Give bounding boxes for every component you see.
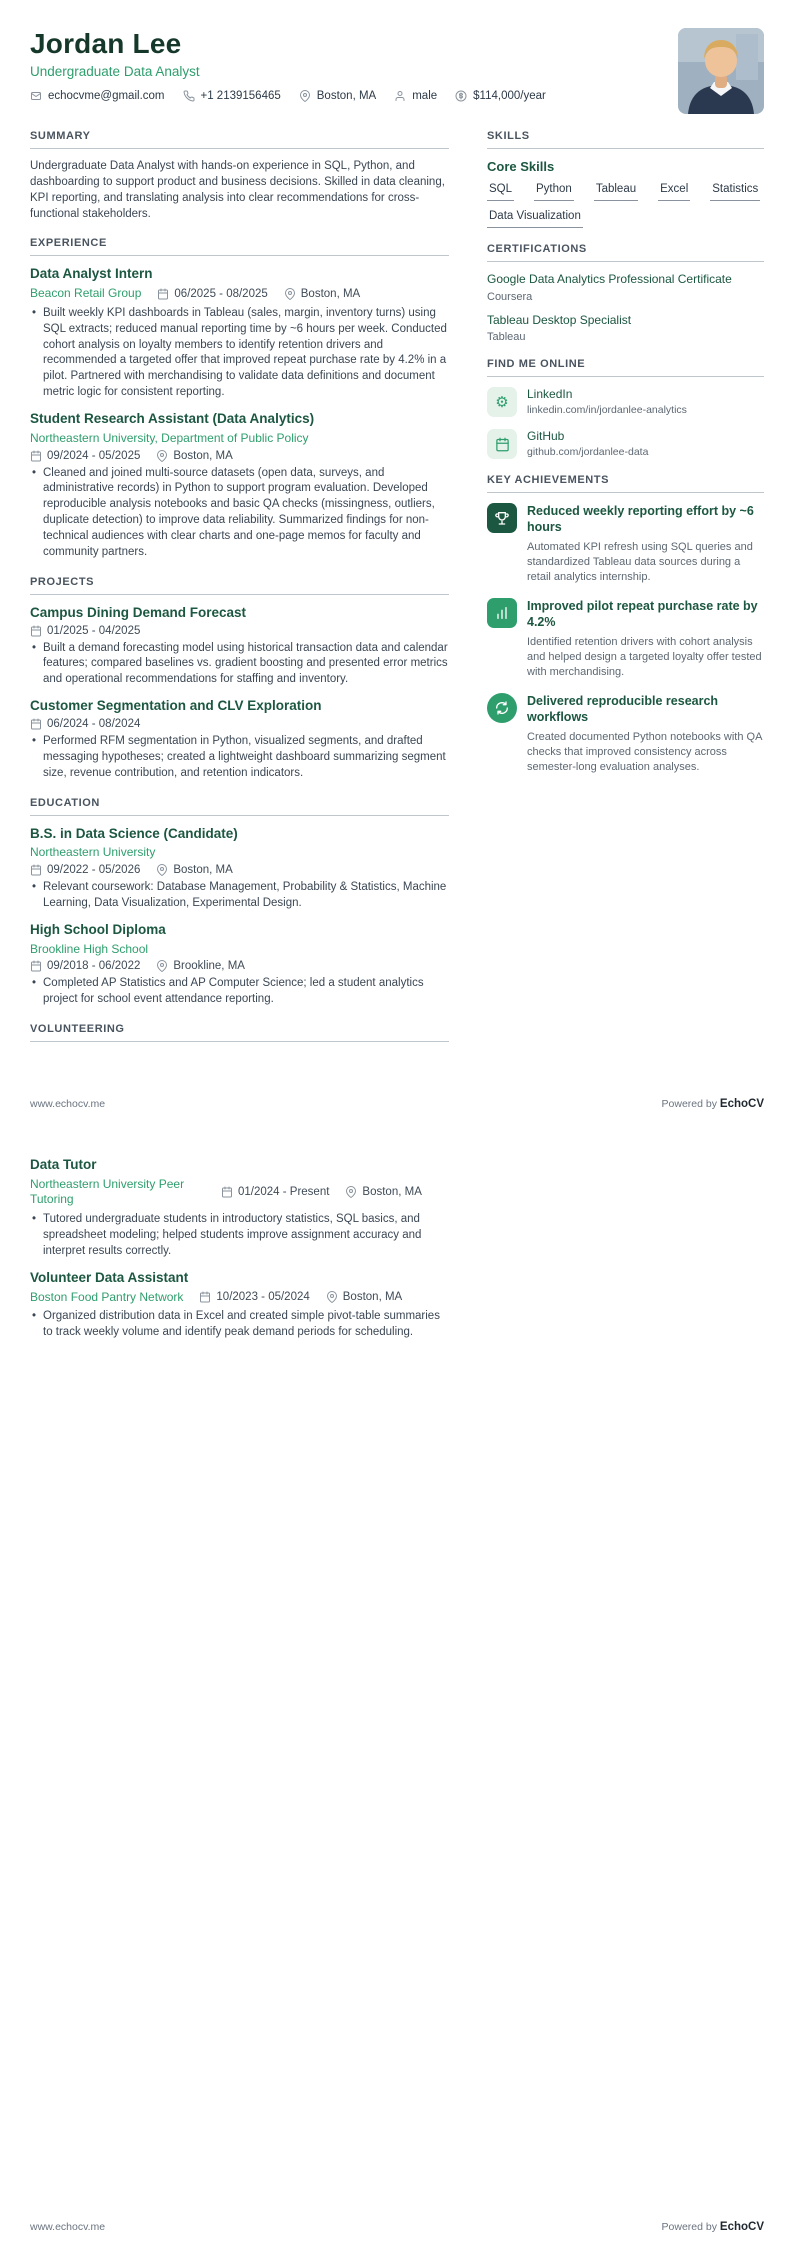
volunteering-section-heading: [30, 1023, 449, 1042]
online-profile-label: GitHub: [527, 429, 565, 444]
bar-chart-icon: [487, 598, 517, 628]
location-pin-icon: [156, 864, 168, 876]
achievement-item: [487, 598, 764, 680]
education-section: [30, 797, 449, 1008]
contact-email[interactable]: [30, 90, 165, 102]
skills-group-title: Core Skills: [487, 159, 555, 174]
project-item: [30, 605, 449, 688]
achievement-texts: [527, 503, 764, 585]
experience-role: Student Research Assistant (Data Analytics): [30, 411, 315, 427]
volunteering-dates-text: 01/2024 - Present: [238, 1186, 330, 1199]
education-meta-row: [30, 960, 449, 972]
calendar-icon: [30, 960, 42, 972]
phone-icon: [183, 90, 195, 102]
candidate-job-title: Undergraduate Data Analyst: [30, 64, 200, 79]
key-achievements-heading: KEY ACHIEVEMENTS: [487, 474, 764, 493]
volunteering-meta-row: [30, 1290, 449, 1306]
education-bullets: [30, 976, 449, 1008]
volunteering-role: Volunteer Data Assistant: [30, 1269, 189, 1285]
online-profile-texts: [527, 429, 648, 458]
certification-name: Google Data Analytics Professional Certificate: [487, 272, 732, 286]
skill-tag: Tableau: [594, 183, 638, 201]
find-me-online-section: [487, 358, 764, 459]
powered-by-prefix: Powered by: [661, 2221, 717, 2233]
projects-section: [30, 576, 449, 782]
summary-section: [30, 130, 449, 222]
certification-item: [487, 313, 764, 344]
bullet-item: • Built a demand forecasting model using historical transaction data and calendar features; compared baselines vs. gradient boosting and presented error metrics and operational recommendations for staffing and inventory.: [30, 641, 449, 689]
achievement-desc: Automated KPI refresh using SQL queries and standardized Tableau data sources during a retail analytics internship.: [527, 540, 753, 584]
location-pin-icon: [345, 1186, 357, 1198]
volunteering-bullets: [30, 1212, 449, 1260]
contact-email-text: echocvme@gmail.com: [48, 90, 165, 102]
contact-location-text: Boston, MA: [316, 90, 377, 102]
refresh-icon: [487, 693, 517, 723]
footer-site-link[interactable]: www.echocv.me: [30, 2221, 106, 2233]
project-dates-text: 06/2024 - 08/2024: [47, 718, 141, 731]
project-dates-text: 01/2025 - 04/2025: [47, 624, 141, 637]
key-achievements-section: [487, 474, 764, 775]
body-columns: [30, 1157, 764, 1356]
contact-salary-text: $114,000/year: [473, 90, 546, 102]
powered-by-prefix: Powered by: [661, 1098, 717, 1110]
skills-section: [487, 130, 764, 228]
project-item: [30, 698, 449, 781]
profile-photo: [678, 28, 764, 114]
brand-link[interactable]: EchoCV: [719, 2221, 764, 2233]
online-profile-label: LinkedIn: [527, 387, 573, 402]
education-location: [156, 864, 232, 876]
volunteering-dates-text: 10/2023 - 05/2024: [216, 1291, 310, 1304]
contact-salary: [455, 90, 546, 102]
user-icon: [394, 90, 406, 102]
skills-heading: SKILLS: [487, 130, 764, 149]
education-degree: B.S. in Data Science (Candidate): [30, 825, 238, 841]
candidate-name: Jordan Lee: [30, 28, 182, 59]
volunteering-item: [30, 1270, 449, 1341]
experience-bullets: [30, 306, 449, 401]
skill-tag: Excel: [658, 183, 690, 201]
contact-location: [299, 90, 376, 102]
location-pin-icon: [284, 288, 296, 300]
volunteering-location: [345, 1186, 421, 1198]
experience-section: [30, 237, 449, 560]
achievement-desc: Created documented Python notebooks with QA checks that improved consistency across semester-long evaluation analyses.: [527, 730, 762, 774]
education-location-text: Boston, MA: [173, 864, 233, 877]
left-column: [30, 1157, 449, 1356]
contact-phone-text: +1 2139156465: [200, 90, 281, 102]
location-pin-icon: [299, 90, 311, 102]
online-profile-linkedin: [487, 387, 764, 417]
contact-phone: [183, 90, 281, 102]
education-dates-text: 09/2022 - 05/2026: [47, 864, 141, 877]
experience-item: [30, 411, 449, 561]
project-name: Customer Segmentation and CLV Exploration: [30, 698, 322, 714]
calendar-icon: [221, 1186, 233, 1198]
experience-meta-row: [30, 286, 449, 302]
left-column: [30, 130, 449, 1052]
online-profile-url[interactable]: github.com/jordanlee-data: [527, 446, 649, 459]
education-item: [30, 826, 449, 912]
volunteering-bullets: [30, 1309, 449, 1341]
volunteering-dates: [199, 1291, 309, 1303]
achievement-title: Delivered reproducible research workflows: [527, 694, 719, 725]
certification-issuer: Coursera: [487, 290, 533, 303]
experience-location: [156, 450, 232, 462]
brand-link[interactable]: EchoCV: [719, 1098, 764, 1110]
volunteering-location: [326, 1291, 402, 1303]
experience-dates: [157, 288, 267, 300]
calendar-icon: [30, 718, 42, 730]
location-pin-icon: [156, 450, 168, 462]
calendar-icon: [30, 864, 42, 876]
header-identity: [30, 28, 546, 102]
summary-text: Undergraduate Data Analyst with hands-on experience in SQL, Python, and dashboarding to support product and business decisions. Skilled in data cleaning, KPI reporting, and translating analysis into clear recommendations for cross-functional stakeholders.: [30, 160, 445, 220]
volunteering-meta-row: [30, 1177, 449, 1208]
experience-role: Data Analyst Intern: [30, 266, 153, 282]
projects-heading: PROJECTS: [30, 576, 449, 595]
volunteering-heading: VOLUNTEERING: [30, 1023, 449, 1042]
experience-org: Beacon Retail Group: [30, 286, 142, 301]
education-degree: High School Diploma: [30, 921, 166, 937]
achievement-texts: [527, 693, 764, 775]
bullet-item: • Cleaned and joined multi-source datasets (open data, surveys, and administrative records) in Python to support program evaluation. Developed reproducible analysis notebooks and basic QA checks (missingness, outliers, duplicate detection) to improve data reliability. Summarized findings for non-technical audiences with clear charts and one-page memos for faculty and community partners.: [30, 466, 449, 561]
bullet-item: • Built weekly KPI dashboards in Tableau (sales, margin, inventory turns) using SQL extracts; reduced manual reporting time by ~6 hours per week. Conducted cohort analysis on loyalty members to identify retention drivers and recommended a targeted offer that improved repeat purchase rate by 4.2% in a pilot. Partnered with merchandising to validate data definitions and document metric logic for consistent reporting.: [30, 306, 449, 401]
calendar-icon: [30, 625, 42, 637]
contact-gender-text: male: [412, 90, 438, 102]
experience-meta-row: [30, 450, 449, 462]
linkedin-icon: ⚙: [487, 387, 517, 417]
volunteering-location-text: Boston, MA: [342, 1291, 403, 1304]
skill-tag: SQL: [487, 183, 514, 201]
achievement-desc: Identified retention drivers with cohort analysis and helped design a targeted loyalty offer tested with merchandising.: [527, 635, 762, 679]
achievement-title: Reduced weekly reporting effort by ~6 hours: [527, 504, 754, 535]
powered-by: [662, 2221, 764, 2233]
education-school: Northeastern University: [30, 845, 156, 860]
project-meta-row: [30, 718, 449, 730]
certification-issuer: Tableau: [487, 331, 526, 344]
education-school: Brookline High School: [30, 941, 149, 956]
volunteering-location-text: Boston, MA: [362, 1186, 422, 1199]
project-dates: [30, 718, 140, 730]
project-bullets: [30, 641, 449, 689]
volunteering-item: [30, 1157, 449, 1260]
experience-dates-text: 09/2024 - 05/2025: [47, 449, 141, 462]
online-profile-texts: [527, 387, 687, 416]
certification-item: [487, 272, 764, 303]
volunteering-dates: [221, 1186, 329, 1198]
resume-header: [30, 28, 764, 114]
experience-dates: [30, 450, 140, 462]
education-heading: EDUCATION: [30, 797, 449, 816]
find-me-online-heading: FIND ME ONLINE: [487, 358, 764, 377]
bullet-item: • Performed RFM segmentation in Python, visualized segments, and drafted messaging hypotheses; created a lightweight dashboard summarizing segment size, revenue contribution, and retention indicators.: [30, 734, 449, 782]
achievement-texts: [527, 598, 764, 680]
education-meta-row: [30, 864, 449, 876]
body-columns: [30, 130, 764, 1052]
project-dates: [30, 625, 140, 637]
project-name: Campus Dining Demand Forecast: [30, 604, 247, 620]
online-profile-url[interactable]: linkedin.com/in/jordanlee-analytics: [527, 404, 687, 417]
education-location-text: Brookline, MA: [173, 960, 245, 973]
skill-tags: [487, 183, 764, 228]
volunteering-org: Northeastern University Peer Tutoring: [30, 1176, 185, 1207]
contact-gender: [394, 90, 437, 102]
achievement-item: [487, 693, 764, 775]
certifications-section: [487, 243, 764, 343]
volunteering-role: Data Tutor: [30, 1157, 97, 1172]
education-dates-text: 09/2018 - 06/2022: [47, 960, 141, 973]
dollar-icon: [455, 90, 467, 102]
right-column: [487, 1157, 764, 1356]
education-dates: [30, 864, 140, 876]
skill-tag: Python: [534, 183, 574, 201]
contact-row: [30, 90, 546, 102]
education-dates: [30, 960, 140, 972]
summary-heading: SUMMARY: [30, 130, 449, 149]
bullet-item: • Tutored undergraduate students in introductory statistics, SQL basics, and spreadsheet modeling; helped students improve assignment accuracy and interpret results correctly.: [30, 1212, 449, 1260]
resume-page-2: [0, 1123, 794, 2246]
bullet-item: • Relevant coursework: Database Management, Probability & Statistics, Machine Learning, Data Visualization, Experimental Design.: [30, 880, 449, 912]
experience-heading: EXPERIENCE: [30, 237, 449, 256]
experience-location: [284, 288, 360, 300]
experience-dates-text: 06/2025 - 08/2025: [174, 288, 268, 301]
github-icon: [487, 429, 517, 459]
online-profile-github: [487, 429, 764, 459]
certification-name: Tableau Desktop Specialist: [487, 312, 632, 327]
project-bullets: [30, 734, 449, 782]
calendar-icon: [199, 1291, 211, 1303]
bullet-item: • Organized distribution data in Excel and created simple pivot-table summaries to track weekly volume and identify peak demand periods for scheduling.: [30, 1309, 449, 1341]
project-meta-row: [30, 625, 449, 637]
bullet-item: • Completed AP Statistics and AP Computer Science; led a student analytics project for school event attendance reporting.: [30, 976, 449, 1008]
skill-tag: Data Visualization: [487, 210, 583, 228]
volunteering-section: [30, 1157, 449, 1341]
location-pin-icon: [326, 1291, 338, 1303]
certifications-heading: CERTIFICATIONS: [487, 243, 764, 262]
education-item: [30, 922, 449, 1008]
right-column: [487, 130, 764, 1052]
skill-tag: Statistics: [710, 183, 760, 201]
experience-org: Northeastern University, Department of Public Policy: [30, 430, 309, 445]
achievement-title: Improved pilot repeat purchase rate by 4.2%: [527, 599, 758, 630]
experience-location-text: Boston, MA: [173, 449, 233, 462]
experience-item: [30, 266, 449, 401]
footer-site-link[interactable]: www.echocv.me: [30, 1098, 106, 1110]
mail-icon: [30, 90, 42, 102]
experience-bullets: [30, 466, 449, 561]
achievement-item: [487, 503, 764, 585]
education-bullets: [30, 880, 449, 912]
page-footer: [30, 2217, 764, 2233]
calendar-icon: [30, 450, 42, 462]
trophy-icon: [487, 503, 517, 533]
location-pin-icon: [156, 960, 168, 972]
volunteering-org: Boston Food Pantry Network: [30, 1289, 184, 1304]
experience-location-text: Boston, MA: [300, 288, 361, 301]
calendar-icon: [157, 288, 169, 300]
powered-by: [662, 1098, 764, 1110]
education-location: [156, 960, 245, 972]
page-footer: [30, 1094, 764, 1110]
